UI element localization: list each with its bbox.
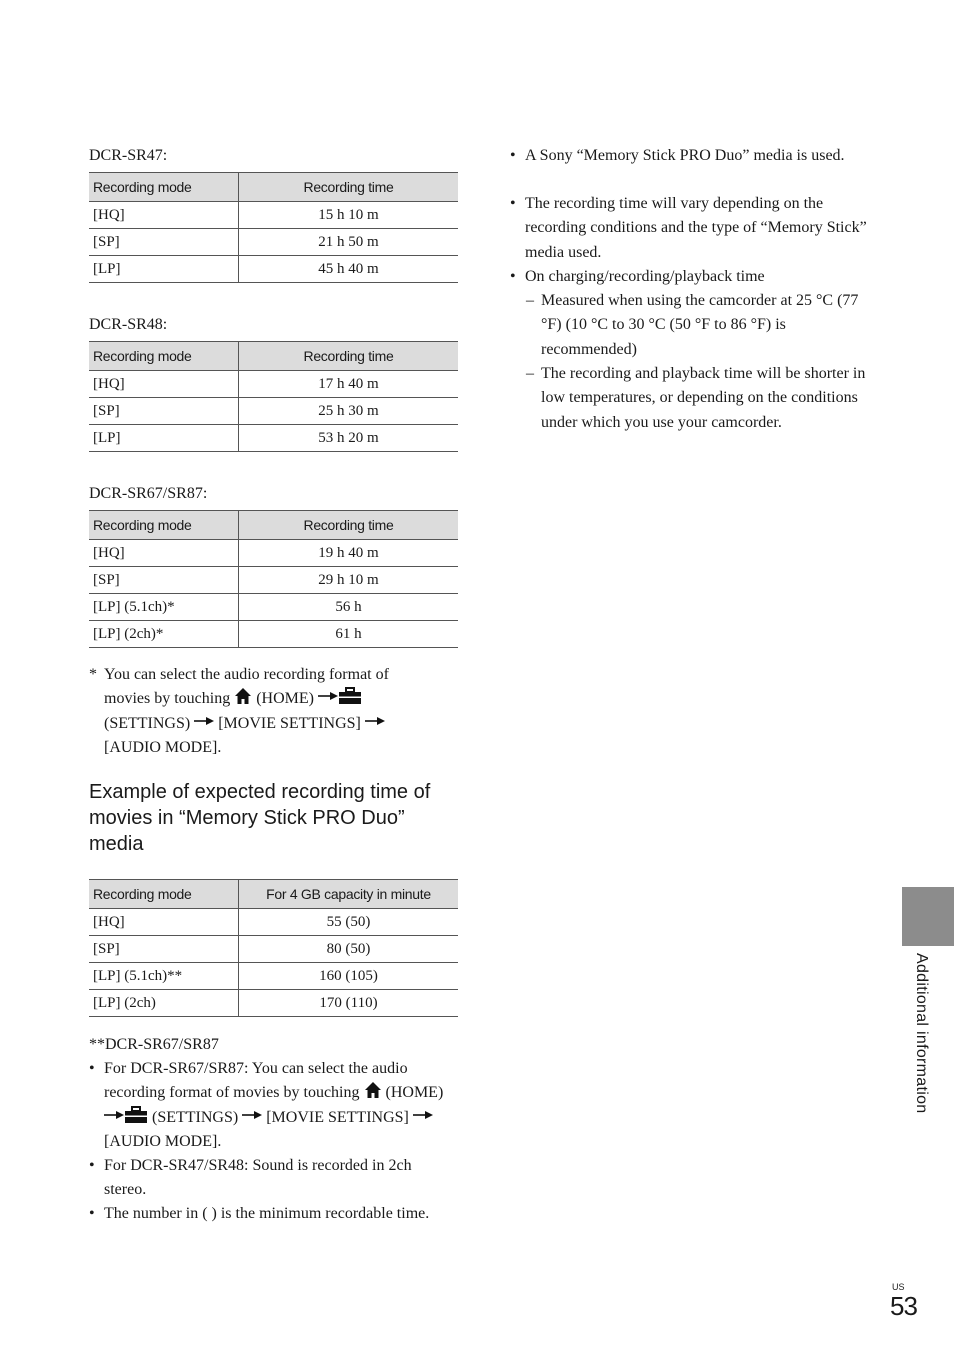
section-heading: Example of expected recording time of movies in “Memory Stick PRO Duo” media bbox=[89, 781, 431, 855]
bullet-text: A Sony “Memory Stick PRO Duo” media is used. bbox=[525, 147, 845, 164]
footnote-mark: * bbox=[89, 666, 97, 683]
column-header: Recording mode bbox=[89, 342, 239, 371]
mode-cell: [SP] bbox=[89, 567, 239, 594]
value-cell: 160 (105) bbox=[239, 963, 459, 990]
page-region-label: US bbox=[892, 1282, 905, 1292]
column-header: Recording time bbox=[239, 342, 459, 371]
value-cell: 170 (110) bbox=[239, 990, 459, 1017]
recording-time-table bbox=[89, 341, 458, 452]
mode-cell: [LP] (5.1ch)* bbox=[89, 594, 239, 621]
footnote-text: (HOME) bbox=[252, 690, 318, 708]
column-header: Recording mode bbox=[89, 880, 239, 909]
bullet-item bbox=[89, 1057, 449, 1154]
table-row bbox=[89, 567, 458, 594]
section-tab bbox=[902, 887, 954, 946]
mode-cell: [HQ] bbox=[89, 202, 239, 229]
bullet-text: [AUDIO MODE]. bbox=[104, 1132, 222, 1150]
arrow-right-icon bbox=[242, 1110, 262, 1120]
bullet-text: (SETTINGS) bbox=[148, 1108, 243, 1126]
toolbox-icon bbox=[338, 687, 362, 705]
bullet-item bbox=[510, 192, 875, 265]
footnote-models: **DCR-SR67/SR87 bbox=[89, 1036, 219, 1053]
column-header: Recording time bbox=[239, 511, 459, 540]
mode-cell: [SP] bbox=[89, 936, 239, 963]
mode-cell: [LP] bbox=[89, 425, 239, 452]
home-icon bbox=[234, 687, 252, 705]
bullet-mark: • bbox=[510, 147, 516, 164]
table-row bbox=[89, 621, 458, 648]
bullet-mark: • bbox=[89, 1205, 95, 1222]
arrow-right-icon bbox=[365, 716, 385, 726]
mode-cell: [HQ] bbox=[89, 540, 239, 567]
value-cell: 25 h 30 m bbox=[239, 398, 459, 425]
mode-cell: [LP] (2ch)* bbox=[89, 621, 239, 648]
sub-bullet-item bbox=[526, 362, 871, 435]
bullet-text: (HOME) bbox=[381, 1084, 444, 1102]
bullet-mark: • bbox=[510, 195, 516, 212]
table-row bbox=[89, 256, 458, 283]
mode-cell: [HQ] bbox=[89, 909, 239, 936]
bullet-text: For DCR-SR47/SR48: Sound is recorded in 2ch stereo. bbox=[104, 1157, 412, 1199]
column-header: Recording time bbox=[239, 173, 459, 202]
bullet-item bbox=[89, 1154, 455, 1203]
value-cell: 15 h 10 m bbox=[239, 202, 459, 229]
value-cell: 29 h 10 m bbox=[239, 567, 459, 594]
column-header: For 4 GB capacity in minute bbox=[239, 880, 459, 909]
footnote-text: (SETTINGS) bbox=[104, 714, 195, 732]
table-caption: DCR-SR47: bbox=[89, 147, 168, 164]
table-header-row bbox=[89, 173, 458, 202]
table-row bbox=[89, 425, 458, 452]
table-row bbox=[89, 398, 458, 425]
bullet-text: The number in ( ) is the minimum recordable time. bbox=[104, 1205, 430, 1222]
value-cell: 53 h 20 m bbox=[239, 425, 459, 452]
toolbox-icon bbox=[124, 1106, 148, 1124]
sub-bullet-text: The recording and playback time will be shorter in low temperatures, or depending on the conditions under which you use your camcorder. bbox=[541, 365, 866, 431]
arrow-right-icon bbox=[318, 691, 338, 701]
bullet-item bbox=[510, 144, 860, 168]
table-caption: DCR-SR67/SR87: bbox=[89, 485, 208, 502]
table-caption: DCR-SR48: bbox=[89, 316, 168, 333]
table-header-row bbox=[89, 342, 458, 371]
table-row bbox=[89, 963, 458, 990]
dash-mark: – bbox=[526, 292, 534, 309]
page-number: 53 bbox=[890, 1291, 917, 1321]
bullet-text: [MOVIE SETTINGS] bbox=[262, 1108, 413, 1126]
footnote-text: You can select the audio recording format of movies by touching bbox=[104, 666, 389, 708]
value-cell: 17 h 40 m bbox=[239, 371, 459, 398]
table-row bbox=[89, 594, 458, 621]
mode-cell: [LP] (2ch) bbox=[89, 990, 239, 1017]
mode-cell: [LP] (5.1ch)** bbox=[89, 963, 239, 990]
value-cell: 61 h bbox=[239, 621, 459, 648]
footnote-body bbox=[89, 663, 434, 760]
sub-bullet-text: Measured when using the camcorder at 25 °C (77 °F) (10 °C to 30 °C (50 °F to 86 °F) is recommended) bbox=[541, 292, 859, 358]
arrow-right-icon bbox=[413, 1110, 433, 1120]
value-cell: 19 h 40 m bbox=[239, 540, 459, 567]
section-tab-label: Additional information bbox=[913, 953, 930, 1114]
bullet-body bbox=[89, 1057, 449, 1154]
footnote-text: [MOVIE SETTINGS] bbox=[214, 714, 365, 732]
arrow-right-icon bbox=[104, 1110, 124, 1120]
table-row bbox=[89, 936, 458, 963]
column-header: Recording mode bbox=[89, 511, 239, 540]
home-icon bbox=[364, 1081, 382, 1099]
bullet-item bbox=[510, 265, 875, 289]
value-cell: 56 h bbox=[239, 594, 459, 621]
dash-mark: – bbox=[526, 365, 534, 382]
bullet-mark: • bbox=[89, 1060, 95, 1077]
footnote-audio-format bbox=[89, 663, 434, 760]
arrow-right-icon bbox=[194, 716, 214, 726]
table-header-row bbox=[89, 511, 458, 540]
table-row bbox=[89, 202, 458, 229]
capacity-table bbox=[89, 879, 458, 1017]
mode-cell: [HQ] bbox=[89, 371, 239, 398]
value-cell: 45 h 40 m bbox=[239, 256, 459, 283]
value-cell: 55 (50) bbox=[239, 909, 459, 936]
table-header-row bbox=[89, 880, 458, 909]
value-cell: 21 h 50 m bbox=[239, 229, 459, 256]
value-cell: 80 (50) bbox=[239, 936, 459, 963]
table-row bbox=[89, 909, 458, 936]
mode-cell: [SP] bbox=[89, 398, 239, 425]
table-row bbox=[89, 540, 458, 567]
mode-cell: [LP] bbox=[89, 256, 239, 283]
bullet-text: The recording time will vary depending on the recording conditions and the type of “Memory Stick” media used. bbox=[525, 195, 867, 261]
bullet-text: For DCR-SR67/SR87: You can select the audio recording format of movies by touching bbox=[104, 1060, 408, 1102]
table-row bbox=[89, 990, 458, 1017]
bullet-mark: • bbox=[89, 1157, 95, 1174]
column-header: Recording mode bbox=[89, 173, 239, 202]
sub-bullet-item bbox=[526, 289, 881, 362]
table-row bbox=[89, 229, 458, 256]
mode-cell: [SP] bbox=[89, 229, 239, 256]
recording-time-table bbox=[89, 172, 458, 283]
recording-time-table bbox=[89, 510, 458, 648]
bullet-text: On charging/recording/playback time bbox=[525, 268, 765, 285]
footnote-text: [AUDIO MODE]. bbox=[104, 738, 222, 756]
bullet-item bbox=[89, 1202, 455, 1226]
table-row bbox=[89, 371, 458, 398]
bullet-mark: • bbox=[510, 268, 516, 285]
